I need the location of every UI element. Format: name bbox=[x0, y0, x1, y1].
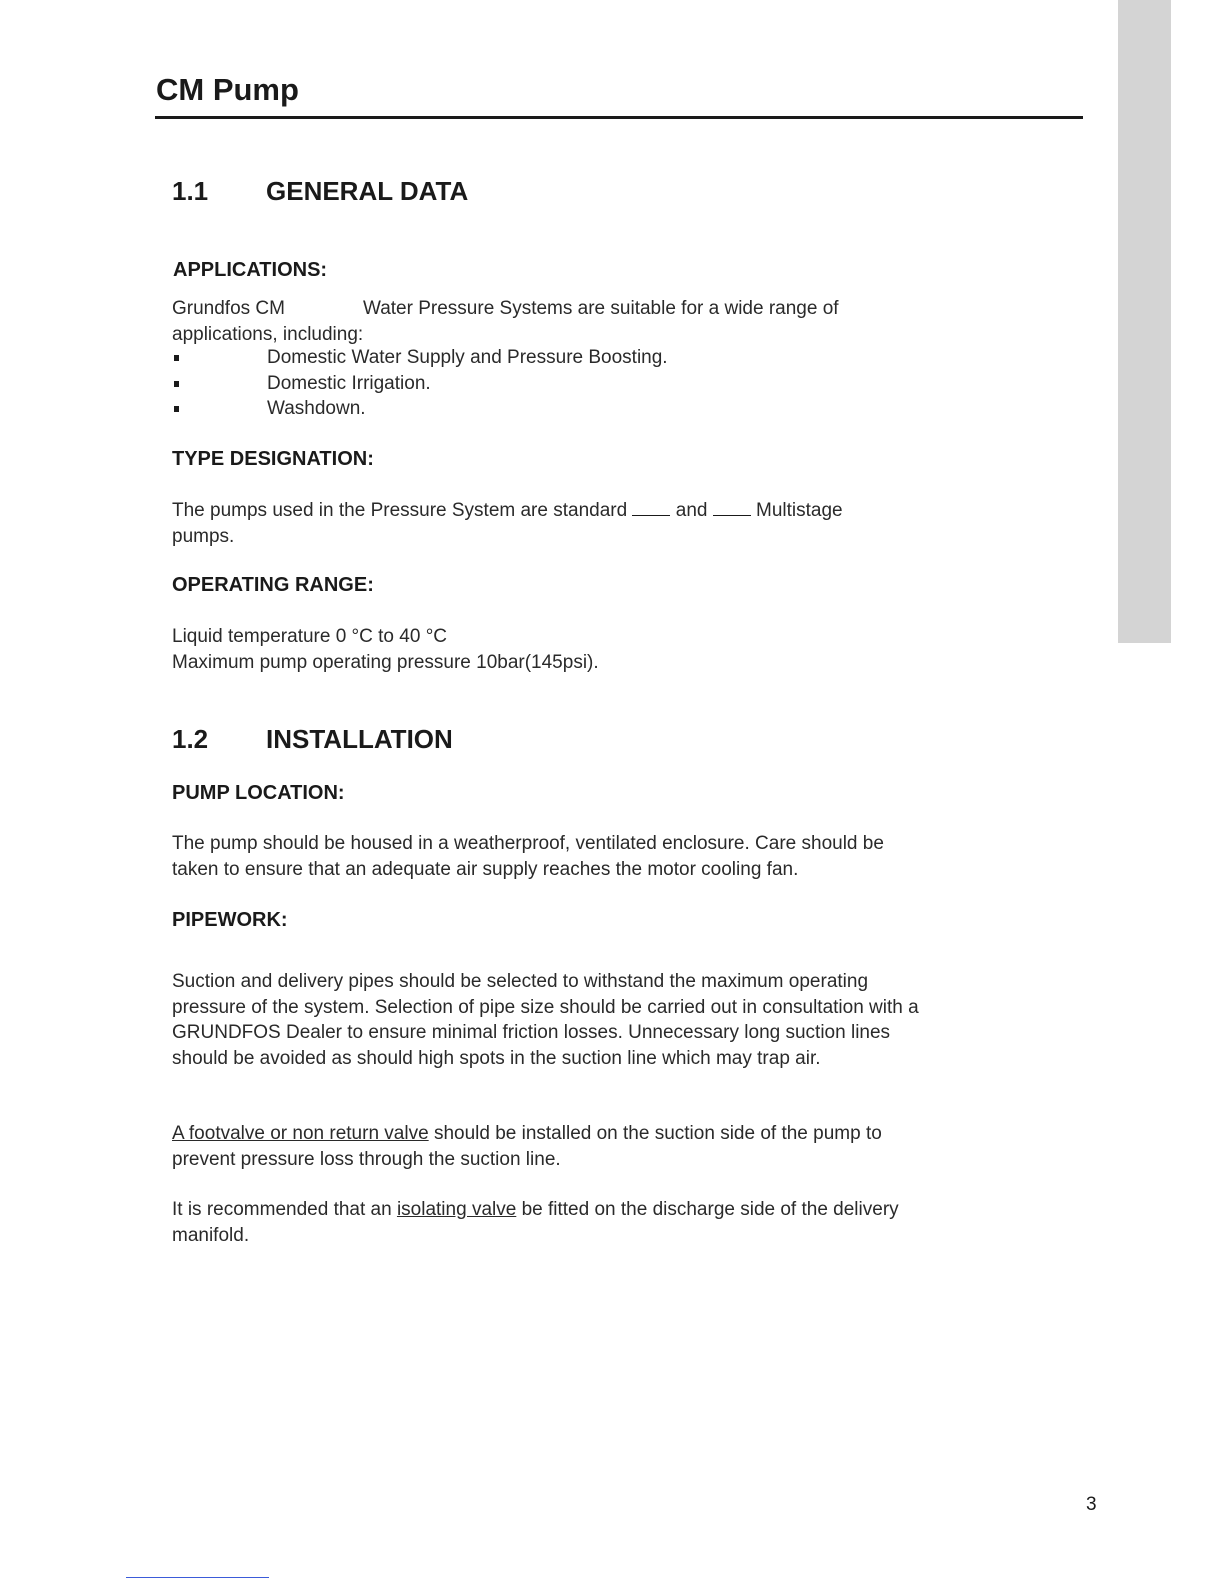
bullet-icon bbox=[174, 355, 179, 361]
pump-location-text: The pump should be housed in a weatherproof, ventilated enclosure. Care should be taken to ensure that an adequate air supply reaches the motor cooling fan. bbox=[172, 833, 884, 880]
applications-intro-b: Water Pressure Systems are suitable for a wide range of applications, including: bbox=[172, 298, 839, 345]
bullet-icon bbox=[174, 381, 179, 387]
type-designation-text: The pumps used in the Pressure System are standard and Multistage pumps. bbox=[172, 497, 907, 549]
section-title: GENERAL DATA bbox=[266, 176, 469, 206]
pump-location-heading: PUMP LOCATION: bbox=[172, 782, 345, 804]
list-item: Washdown. bbox=[172, 396, 668, 422]
operating-range-heading: OPERATING RANGE: bbox=[172, 574, 374, 596]
blank-field bbox=[632, 497, 670, 516]
title-rule bbox=[155, 116, 1083, 119]
footnote-rule bbox=[126, 1577, 269, 1578]
section-heading-general-data bbox=[172, 176, 468, 207]
pipework-heading: PIPEWORK: bbox=[172, 909, 288, 931]
section-number: 1.2 bbox=[172, 724, 209, 754]
isolating-valve-link: isolating valve bbox=[396, 1199, 517, 1220]
pipework-paragraph-3: It is recommended that an isolating valve be fitted on the discharge side of the delivery manifold. bbox=[172, 1199, 899, 1246]
footvalve-link: A footvalve or non return valve bbox=[172, 1123, 429, 1144]
list-item: Domestic Water Supply and Pressure Boosting. bbox=[172, 345, 668, 371]
section-heading-installation bbox=[172, 724, 453, 755]
applications-intro-a: Grundfos CM bbox=[172, 298, 285, 319]
applications-list bbox=[172, 345, 668, 422]
section-title: INSTALLATION bbox=[266, 724, 453, 754]
pipework-paragraph-1: Suction and delivery pipes should be selected to withstand the maximum operating pressure of the system. Selection of pipe size should be carried out in consultation with a GRUNDFOS Dealer to ensure minimal friction losses. Unnecessary long suction lines should be avoided as should high spots in the suction line which may trap air. bbox=[172, 971, 919, 1069]
section-number: 1.1 bbox=[172, 176, 209, 206]
applications-intro bbox=[172, 296, 892, 347]
operating-range-text: Liquid temperature 0 °C to 40 °C Maximum pump operating pressure 10bar(145psi). bbox=[172, 626, 599, 673]
list-item: Domestic Irrigation. bbox=[172, 371, 668, 397]
bullet-icon bbox=[174, 406, 179, 412]
page-number: 3 bbox=[1086, 1494, 1097, 1515]
type-designation-heading: TYPE DESIGNATION: bbox=[172, 448, 374, 470]
pipework-paragraph-2: A footvalve or non return valve should be installed on the suction side of the pump to prevent pressure loss through the suction line. bbox=[172, 1123, 882, 1170]
blank-field bbox=[713, 497, 751, 516]
document-title: CM Pump bbox=[156, 72, 299, 107]
side-tab bbox=[1118, 0, 1171, 643]
applications-heading: APPLICATIONS: bbox=[173, 259, 328, 281]
